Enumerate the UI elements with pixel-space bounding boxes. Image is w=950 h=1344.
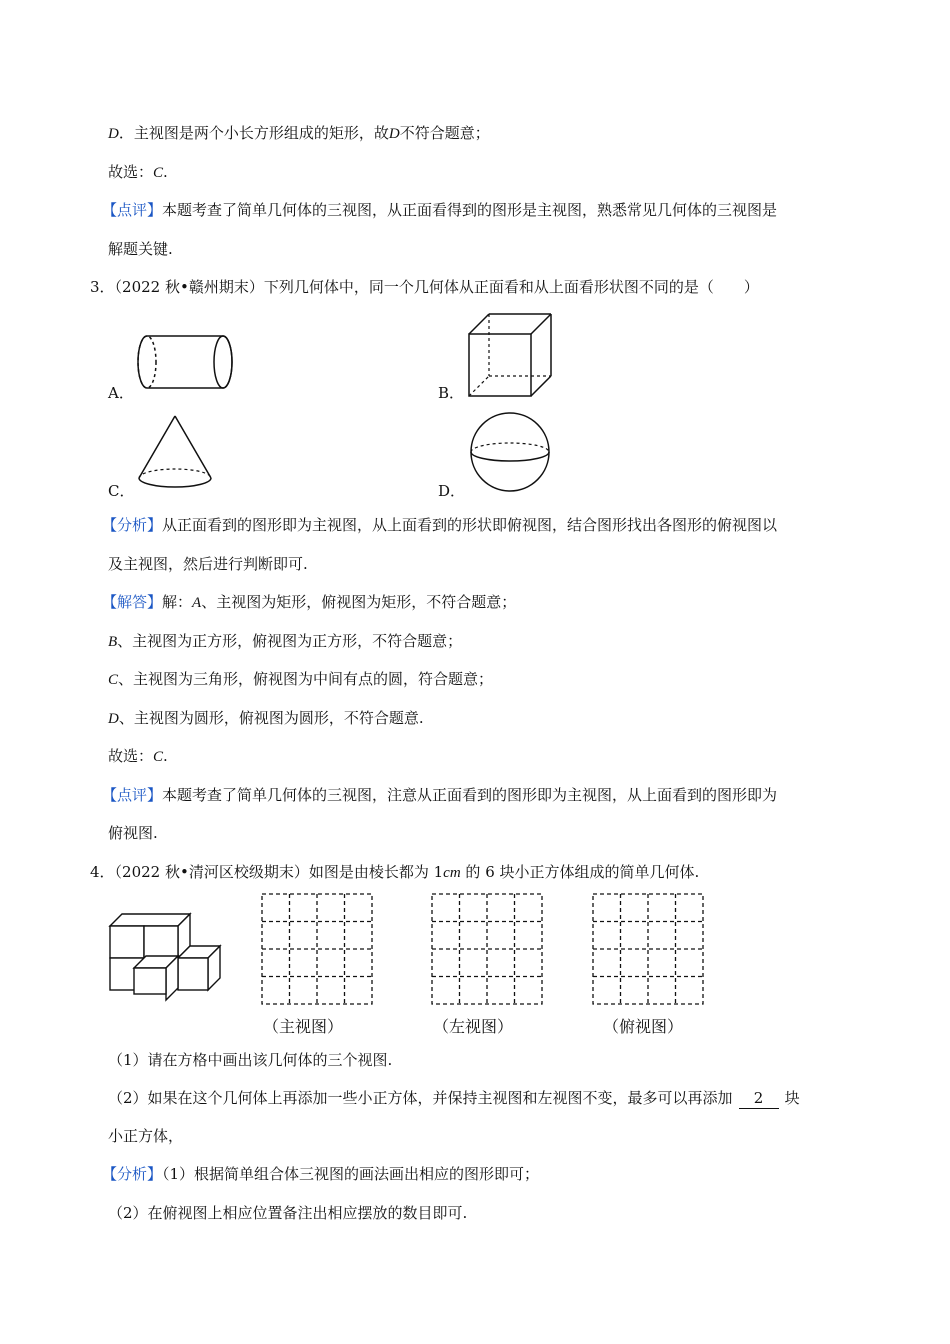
answer-tag: 【解答】 (102, 593, 163, 611)
front-view-grid[interactable] (261, 893, 373, 1005)
left-view-grid[interactable] (431, 893, 543, 1005)
q3-comment-line2: 俯视图. (108, 824, 158, 842)
q4-analysis-2: （2）在俯视图上相应位置备注出相应摆放的数目即可. (108, 1204, 468, 1222)
q3-option-a-label: A． (108, 384, 134, 402)
q2-comment-line2: 解题关键. (108, 240, 173, 258)
caption-top-view: （俯视图） (603, 1017, 684, 1036)
cube-stack-figure (108, 912, 224, 994)
cylinder-figure (135, 332, 235, 394)
answer-blank: 2 (739, 1088, 779, 1109)
q3-comment-line1: 【点评】本题考查了简单几何体的三视图，注意从正面看到的图形即为主视图，从上面看到的图形即为 (102, 786, 778, 804)
q3-answer-line-c: C、主视图为三角形，俯视图为中间有点的圆，符合题意； (108, 670, 494, 688)
top-view-grid[interactable] (592, 893, 704, 1005)
q4-part2-line2: 小正方体， (108, 1127, 184, 1145)
q4-analysis-1: 【分析】（1）根据简单组合体三视图的画法画出相应的图形即可； (102, 1165, 540, 1183)
q2-option-d-line: D．主视图是两个小长方形组成的矩形，故D不符合题意； (108, 124, 490, 142)
comment-tag: 【点评】 (102, 786, 163, 804)
cube-figure (465, 312, 555, 398)
q3-option-c-label: C． (108, 482, 135, 500)
q3-analysis-line1: 【分析】从正面看到的图形即为主视图，从上面看到的形状即俯视图，结合图形找出各图形的俯视图以 (102, 516, 778, 534)
analysis-tag: 【分析】 (102, 516, 163, 534)
q3-answer-line-d: D、主视图为圆形，俯视图为圆形，不符合题意. (108, 709, 424, 727)
q4-stem: 4．（2022 秋•清河区校级期末）如图是由棱长都为 1cm 的 6 块小正方体组成的简单几何体. (90, 863, 700, 881)
q4-part1: （1）请在方格中画出该几何体的三个视图. (108, 1051, 393, 1069)
q2-comment-line1: 【点评】本题考查了简单几何体的三视图，从正面看得到的图形是主视图，熟悉常见几何体的三视图是 (102, 201, 778, 219)
q3-option-b-label: B． (438, 384, 465, 402)
q4-part2-line1: （2）如果在这个几何体上再添加一些小正方体，并保持主视图和左视图不变，最多可以再添加 2 块 (108, 1089, 800, 1107)
caption-front-view: （主视图） (263, 1017, 344, 1036)
q3-answer-line-a: 【解答】解：A、主视图为矩形，俯视图为矩形，不符合题意； (102, 593, 517, 611)
q2-choose-line: 故选：C. (108, 163, 168, 181)
cone-figure (135, 414, 215, 494)
q3-choose-line: 故选：C. (108, 747, 168, 765)
analysis-tag: 【分析】 (102, 1165, 163, 1183)
comment-tag: 【点评】 (102, 201, 163, 219)
q3-answer-line-b: B、主视图为正方形，俯视图为正方形，不符合题意； (108, 632, 463, 650)
sphere-figure (468, 410, 552, 494)
q3-stem: 3．（2022 秋•赣州期末）下列几何体中，同一个几何体从正面看和从上面看形状图不同的是（ ） (90, 278, 759, 296)
q3-analysis-line2: 及主视图，然后进行判断即可. (108, 555, 308, 573)
caption-left-view: （左视图） (433, 1017, 514, 1036)
q3-option-d-label: D． (438, 482, 466, 500)
